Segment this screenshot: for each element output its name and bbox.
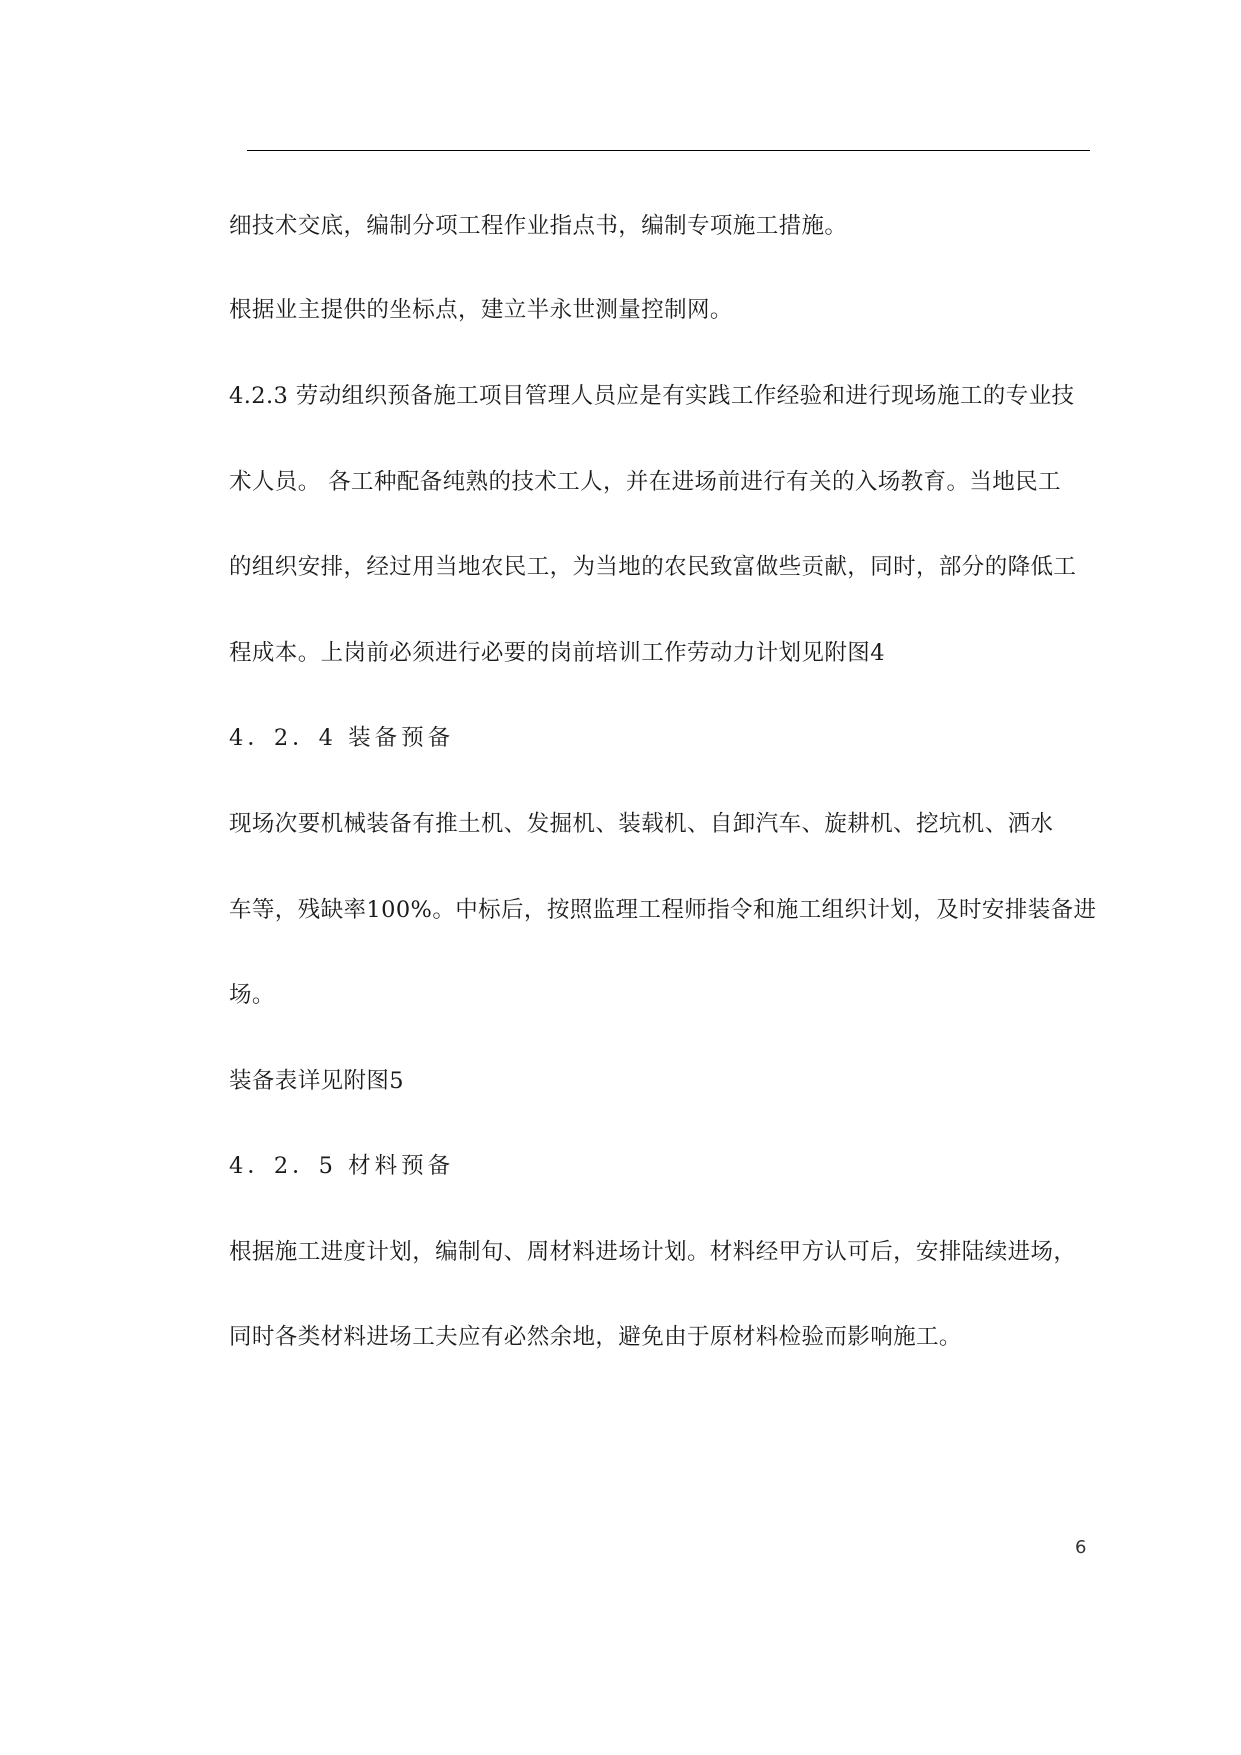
paragraph-line: 现场次要机械装备有推土机、发掘机、装载机、自卸汽车、旋耕机、挖坑机、洒水: [229, 811, 1054, 837]
section-heading-4-2-3: 4.2.3 劳动组织预备施工项目管理人员应是有实践工作经验和进行现场施工的专业技: [229, 383, 1075, 409]
paragraph-line: 的组织安排，经过用当地农民工，为当地的农民致富做些贡献，同时，部分的降低工: [229, 554, 1077, 580]
page-number: 6: [1075, 1537, 1087, 1558]
paragraph-line: 根据施工进度计划，编制旬、周材料进场计划。材料经甲方认可后，安排陆续进场，: [229, 1239, 1077, 1265]
section-heading-4-2-5: 4．2．5 材料预备: [229, 1153, 455, 1179]
paragraph-line: 车等，残缺率100%。中标后，按照监理工程师指令和施工组织计划，及时安排装备进: [229, 897, 1097, 923]
paragraph-line: 同时各类材料进场工夫应有必然余地，避免由于原材料检验而影响施工。: [229, 1324, 962, 1350]
paragraph-line: 术人员。 各工种配备纯熟的技术工人，并在进场前进行有关的入场教育。当地民工: [229, 469, 1061, 495]
paragraph-line: 装备表详见附图5: [229, 1068, 405, 1094]
section-heading-4-2-4: 4．2．4 装备预备: [229, 725, 455, 751]
paragraph-line: 程成本。上岗前必须进行必要的岗前培训工作劳动力计划见附图4: [229, 640, 885, 666]
paragraph-line: 细技术交底，编制分项工程作业指点书，编制专项施工措施。: [229, 213, 848, 239]
paragraph-line: 根据业主提供的坐标点，建立半永世测量控制网。: [229, 297, 733, 323]
paragraph-line: 场。: [229, 982, 275, 1008]
header-rule: [247, 150, 1090, 151]
